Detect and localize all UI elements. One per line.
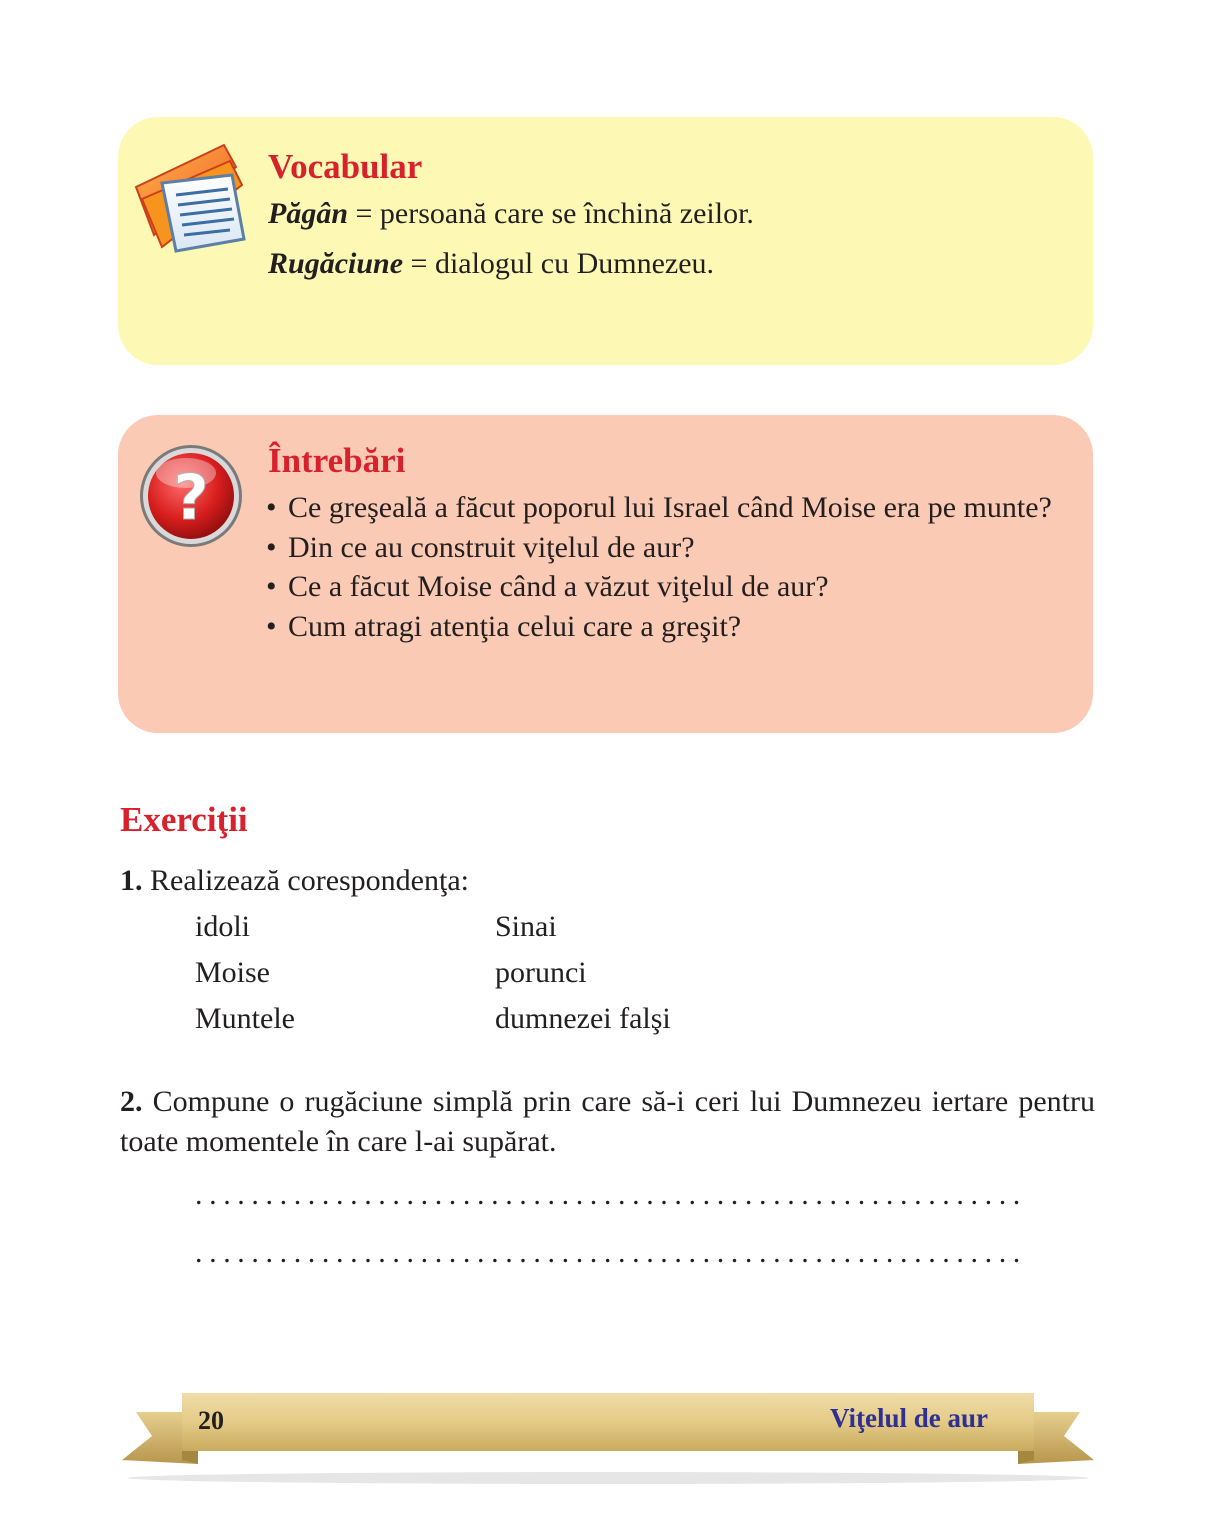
match-left-item: Moise xyxy=(195,956,270,989)
svg-text:?: ? xyxy=(173,461,209,534)
exercise-text: Compune o rugăciune simplă prin care să-i ceri lui Dumnezeu iertare pentru toate momentele în care l-ai supărat. xyxy=(120,1085,1095,1158)
vocabulary-box xyxy=(118,117,1093,365)
vocabulary-term: Păgân xyxy=(268,197,349,230)
vocabulary-definition: = dialogul cu Dumnezeu. xyxy=(403,247,715,280)
answer-line[interactable]: ........................................................... xyxy=(195,1178,1027,1211)
question-item: • Ce greşeală a făcut poporul lui Israel când Moise era pe munte? xyxy=(266,488,1076,528)
vocabulary-term: Rugăciune xyxy=(268,247,404,280)
exercise-2 xyxy=(120,1082,1095,1162)
questions-title: Întrebări xyxy=(268,441,406,480)
question-item: • Cum atragi atenţia celui care a greşit? xyxy=(266,607,1076,647)
vocabulary-title: Vocabular xyxy=(268,147,423,186)
exercise-text: Realizează corespondenţa: xyxy=(142,864,469,897)
exercise-1 xyxy=(120,861,1095,901)
question-item: • Ce a făcut Moise când a văzut viţelul de aur? xyxy=(266,567,1076,607)
questions-box xyxy=(118,415,1093,733)
vocabulary-definition: = persoană care se închină zeilor. xyxy=(348,197,754,230)
question-item: • Din ce au construit viţelul de aur? xyxy=(266,528,1076,568)
match-left-item: idoli xyxy=(195,910,251,943)
question-mark-icon xyxy=(136,441,246,551)
questions-list xyxy=(266,488,1076,646)
chapter-title: Viţelul de aur xyxy=(830,1403,988,1433)
exercise-number: 1. xyxy=(120,864,143,897)
match-right-item: dumnezei falşi xyxy=(495,1002,671,1035)
page-number: 20 xyxy=(198,1406,224,1435)
match-left-item: Muntele xyxy=(195,1002,295,1035)
match-right-item: Sinai xyxy=(495,910,557,943)
match-right-item: porunci xyxy=(495,956,587,989)
vocabulary-entry xyxy=(268,197,754,231)
documents-icon xyxy=(132,139,252,257)
vocabulary-entry xyxy=(268,247,714,281)
answer-line[interactable]: ........................................................... xyxy=(195,1236,1027,1269)
exercise-number: 2. xyxy=(120,1085,143,1118)
exercises-title: Exerciţii xyxy=(120,800,248,839)
